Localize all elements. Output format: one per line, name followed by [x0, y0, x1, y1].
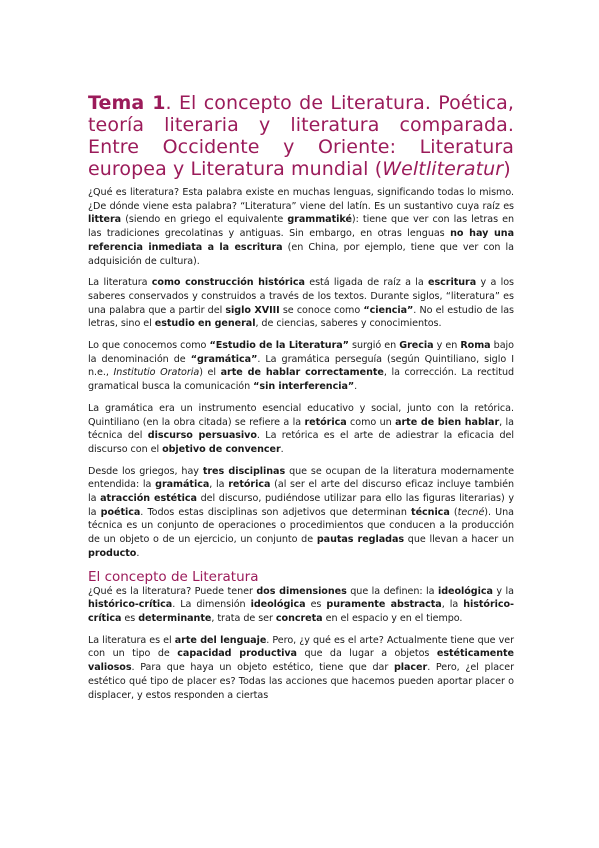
bold-term: dos dimensiones: [256, 585, 347, 597]
text-run: (al ser el arte del discurso eficaz incluye también la: [88, 479, 514, 505]
bold-term: estéticamente valiosos: [88, 648, 515, 674]
title-text: . El concepto de Literatura. Poética, teoría literaria y literatura comparada. Entre Occidente y Oriente: Literatura europea y Literatura mundial (: [88, 92, 514, 180]
text-run: .: [136, 547, 140, 559]
bold-term: Grecia: [399, 340, 434, 352]
paragraph-5: [88, 465, 514, 561]
bold-term: pautas regladas: [316, 534, 405, 546]
text-run: (siendo en griego el equivalente: [121, 214, 288, 226]
text-run: en el espacio y en el tiempo.: [322, 612, 463, 624]
text-run: que da lugar a objetos: [296, 648, 437, 660]
bold-term: arte de hablar correctamente: [220, 367, 384, 379]
text-run: se conoce como: [279, 304, 364, 316]
text-run: es: [305, 599, 327, 611]
text-run: ): tiene que ver con las letras en las tradiciones grecolatinas y antiguas. Sin embargo, en otras lenguas: [88, 214, 514, 240]
text-run: . No el estudio de las letras, sino el: [88, 304, 514, 330]
text-run: bajo la denominación de: [88, 340, 514, 365]
bold-term: puramente abstracta: [326, 599, 442, 611]
text-run: . La retórica es el arte de adiestrar la eficacia del discurso con el: [88, 430, 514, 455]
text-run: . La gramática perseguía (según Quintiliano, siglo I n.e.,: [88, 353, 514, 379]
text-run: . La dimensión: [172, 599, 251, 611]
text-run: (: [449, 506, 458, 518]
text-run: Desde los griegos, hay: [88, 465, 203, 477]
text-run: , la: [441, 599, 464, 611]
bold-term: técnica: [411, 506, 450, 518]
bold-term: determinante: [138, 612, 212, 624]
bold-term: objetivo de convencer: [162, 443, 281, 455]
paragraph-4: [88, 402, 514, 457]
bold-term: estudio en general: [154, 318, 256, 330]
text-run: .: [354, 381, 358, 393]
bold-term: “gramática”: [190, 353, 258, 365]
text-run: ) el: [199, 367, 221, 379]
text-run: surgió en: [348, 340, 400, 352]
text-run: del discurso, pudiéndose utilizar para ello las figuras literarias) y la: [88, 493, 514, 518]
text-run: está ligada de raíz a la: [304, 277, 429, 289]
text-run: y en: [433, 340, 461, 352]
bold-term: producto: [88, 547, 137, 559]
text-run: ¿Qué es la literatura? Puede tener: [88, 585, 257, 597]
text-run: . Pero, ¿y qué es el arte? Actualmente tiene que ver con un tipo de: [88, 634, 514, 660]
text-run: , de ciencias, saberes y conocimientos.: [255, 318, 442, 330]
text-run: , trata de ser: [211, 612, 276, 624]
paragraph-2: [88, 276, 514, 331]
bold-term: histórico-crítica: [88, 599, 514, 624]
bold-term: atracción estética: [100, 493, 197, 505]
document-title: [88, 92, 514, 180]
text-run: . Pero, ¿el placer estético qué tipo de placer es? Todas las acciones que hacemos pueden aportar placer o displacer, y estos responden a ciertas: [88, 662, 514, 701]
paragraph-1: [88, 186, 514, 268]
bold-term: placer: [393, 662, 428, 674]
text-run: . Para que haya un objeto estético, tiene que dar: [131, 662, 394, 674]
title-italic: Weltliteratur: [382, 158, 504, 180]
document-body: [88, 92, 514, 702]
bold-term: tres disciplinas: [202, 465, 286, 477]
bold-term: poética: [100, 506, 141, 518]
bold-term: retórica: [228, 479, 271, 491]
text-run: La gramática era un instrumento esencial educativo y social, junto con la retórica. Quintiliano (en la obra citada) se refiere a la: [88, 402, 514, 428]
text-run: y a los saberes conservados y construidos a través de los textos. Durante siglos, “literatura” es una palabra que a partir del: [88, 277, 514, 316]
text-run: , la: [209, 479, 229, 491]
bold-term: “sin interferencia”: [253, 381, 355, 393]
bold-term: grammatiké: [287, 214, 352, 226]
bold-term: histórico-crítica: [88, 599, 173, 611]
bold-term: arte del lenguaje: [174, 634, 267, 646]
text-run: como un: [346, 416, 396, 428]
title-label: Tema 1: [88, 92, 166, 114]
bold-term: “ciencia”: [363, 304, 414, 316]
text-run: que llevan a hacer un: [404, 534, 514, 546]
bold-term: retórica: [304, 416, 347, 428]
text-run: que la definen: la: [346, 585, 438, 597]
bold-term: arte de bien hablar: [395, 416, 500, 428]
bold-term: littera: [88, 214, 122, 226]
text-run: y la: [492, 585, 514, 597]
text-run: ). Una técnica es un conjunto de operaciones o procedimientos que conducen a la producción de un objeto o de un ejercicio, un conjunto de: [88, 506, 514, 546]
text-run: Lo que conocemos como: [88, 340, 210, 352]
bold-term: discurso persuasivo: [147, 430, 257, 442]
bold-term: como construcción histórica: [151, 277, 305, 289]
italic-term: tecné: [457, 506, 485, 518]
bold-term: escritura: [428, 277, 477, 289]
text-run: , la corrección. La rectitud gramatical busca la comunicación: [88, 367, 515, 393]
bold-term: capacidad productiva: [177, 648, 297, 660]
bold-term: concreta: [275, 612, 323, 624]
text-run: ¿Qué es literatura? Esta palabra existe en muchas lenguas, significando todas lo mismo. ¿De dónde viene esta palabra? “Literatura” viene del latín. Es un sustantivo cuya raíz es: [88, 187, 514, 212]
text-run: (en China, por ejemplo, tiene que ver con la adquisición de cultura).: [88, 241, 514, 267]
title-close: ): [503, 158, 511, 180]
bold-term: gramática: [155, 479, 210, 491]
bold-term: “Estudio de la Literatura”: [209, 340, 349, 352]
text-run: La literatura es el: [88, 634, 175, 646]
paragraph-7: [88, 634, 514, 703]
bold-term: no hay una referencia inmediata a la escritura: [88, 228, 514, 253]
text-run: .: [280, 443, 284, 455]
bold-term: Roma: [460, 340, 491, 352]
text-run: es: [121, 612, 139, 624]
text-run: que se ocupan de la literatura modernamente entendida: la: [88, 465, 514, 491]
text-run: , la técnica del: [88, 416, 514, 442]
bold-term: ideológica: [250, 599, 306, 611]
bold-term: siglo XVIII: [225, 304, 280, 316]
text-run: . Todos estas disciplinas son adjetivos que determinan: [140, 506, 412, 518]
paragraph-3: [88, 339, 514, 394]
section-heading: El concepto de Literatura: [88, 568, 259, 585]
text-run: La literatura: [88, 277, 152, 289]
paragraph-6: [88, 585, 514, 626]
bold-term: ideológica: [437, 585, 493, 597]
italic-term: Institutio Oratoria: [113, 367, 200, 379]
